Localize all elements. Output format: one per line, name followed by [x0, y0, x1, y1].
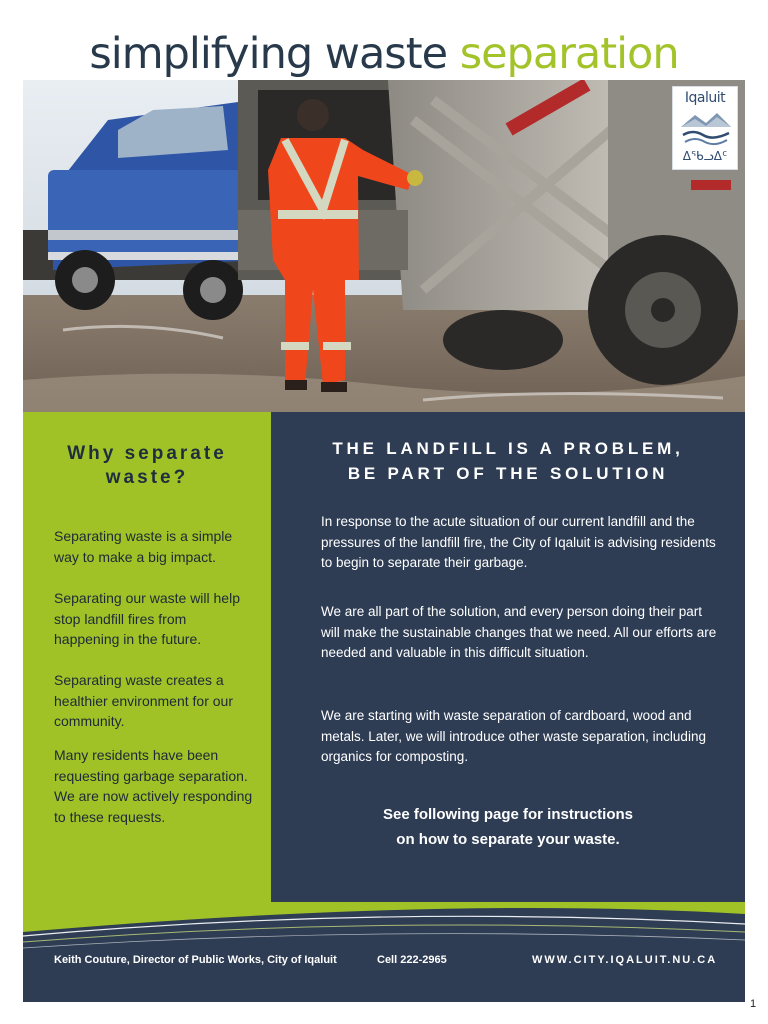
footer-cell: Cell 222-2965	[377, 954, 447, 966]
title-accent: separation	[459, 29, 679, 79]
why-separate-panel	[23, 412, 271, 902]
instructions-callout	[271, 802, 745, 852]
landfill-heading-line1: THE LANDFILL IS A PROBLEM,	[332, 439, 684, 458]
instructions-callout-line2: on how to separate your waste.	[396, 831, 620, 848]
right-paragraph-3: We are starting with waste separation of cardboard, wood and metals. Later, we will introduce other waste separation, including organics for composting.	[321, 708, 706, 764]
page-title	[0, 26, 768, 82]
why-separate-heading	[23, 442, 271, 490]
landscape-emblem-icon	[679, 109, 733, 149]
footer-swoosh-decoration	[23, 902, 745, 1002]
garbage-truck-worker-illustration	[23, 80, 745, 412]
page-number: 1	[750, 998, 757, 1010]
title-main: simplifying waste	[89, 29, 448, 79]
landfill-heading-line2: BE PART OF THE SOLUTION	[347, 464, 669, 483]
footer-contact: Keith Couture, Director of Public Works, City of Iqaluit	[54, 954, 337, 966]
landfill-problem-panel	[271, 412, 745, 902]
left-paragraph-4: Many residents have been requesting garbage separation. We are now actively responding to these requests.	[54, 747, 253, 825]
left-paragraph-3: Separating waste creates a healthier environment for our community.	[54, 672, 233, 729]
hero-photo	[23, 80, 745, 412]
city-logo	[672, 86, 738, 170]
instructions-callout-line1: See following page for instructions	[382, 806, 634, 823]
why-separate-heading-line1: Why separate	[67, 443, 227, 464]
right-paragraph-1: In response to the acute situation of our current landfill and the pressures of the landfill fire, the City of Iqaluit is advising residents to begin to separate their garbage.	[321, 514, 716, 570]
left-paragraph-1: Separating waste is a simple way to make a big impact.	[54, 528, 233, 565]
right-paragraph-2: We are all part of the solution, and every person doing their part will make the sustainable changes that we need. All our efforts are needed and valuable in this difficult situation.	[321, 604, 717, 660]
footer-bar	[23, 902, 745, 1002]
why-separate-heading-line2: waste?	[105, 467, 189, 488]
footer-website-link[interactable]: WWW.CITY.IQALUIT.NU.CA	[532, 954, 718, 966]
logo-syllabics: ᐃᖃᓗᐃᑦ	[682, 149, 728, 163]
landfill-heading	[271, 436, 745, 486]
left-paragraph-2: Separating our waste will help stop landfill fires from happening in the future.	[54, 590, 240, 647]
logo-name: Iqaluit	[684, 90, 726, 106]
